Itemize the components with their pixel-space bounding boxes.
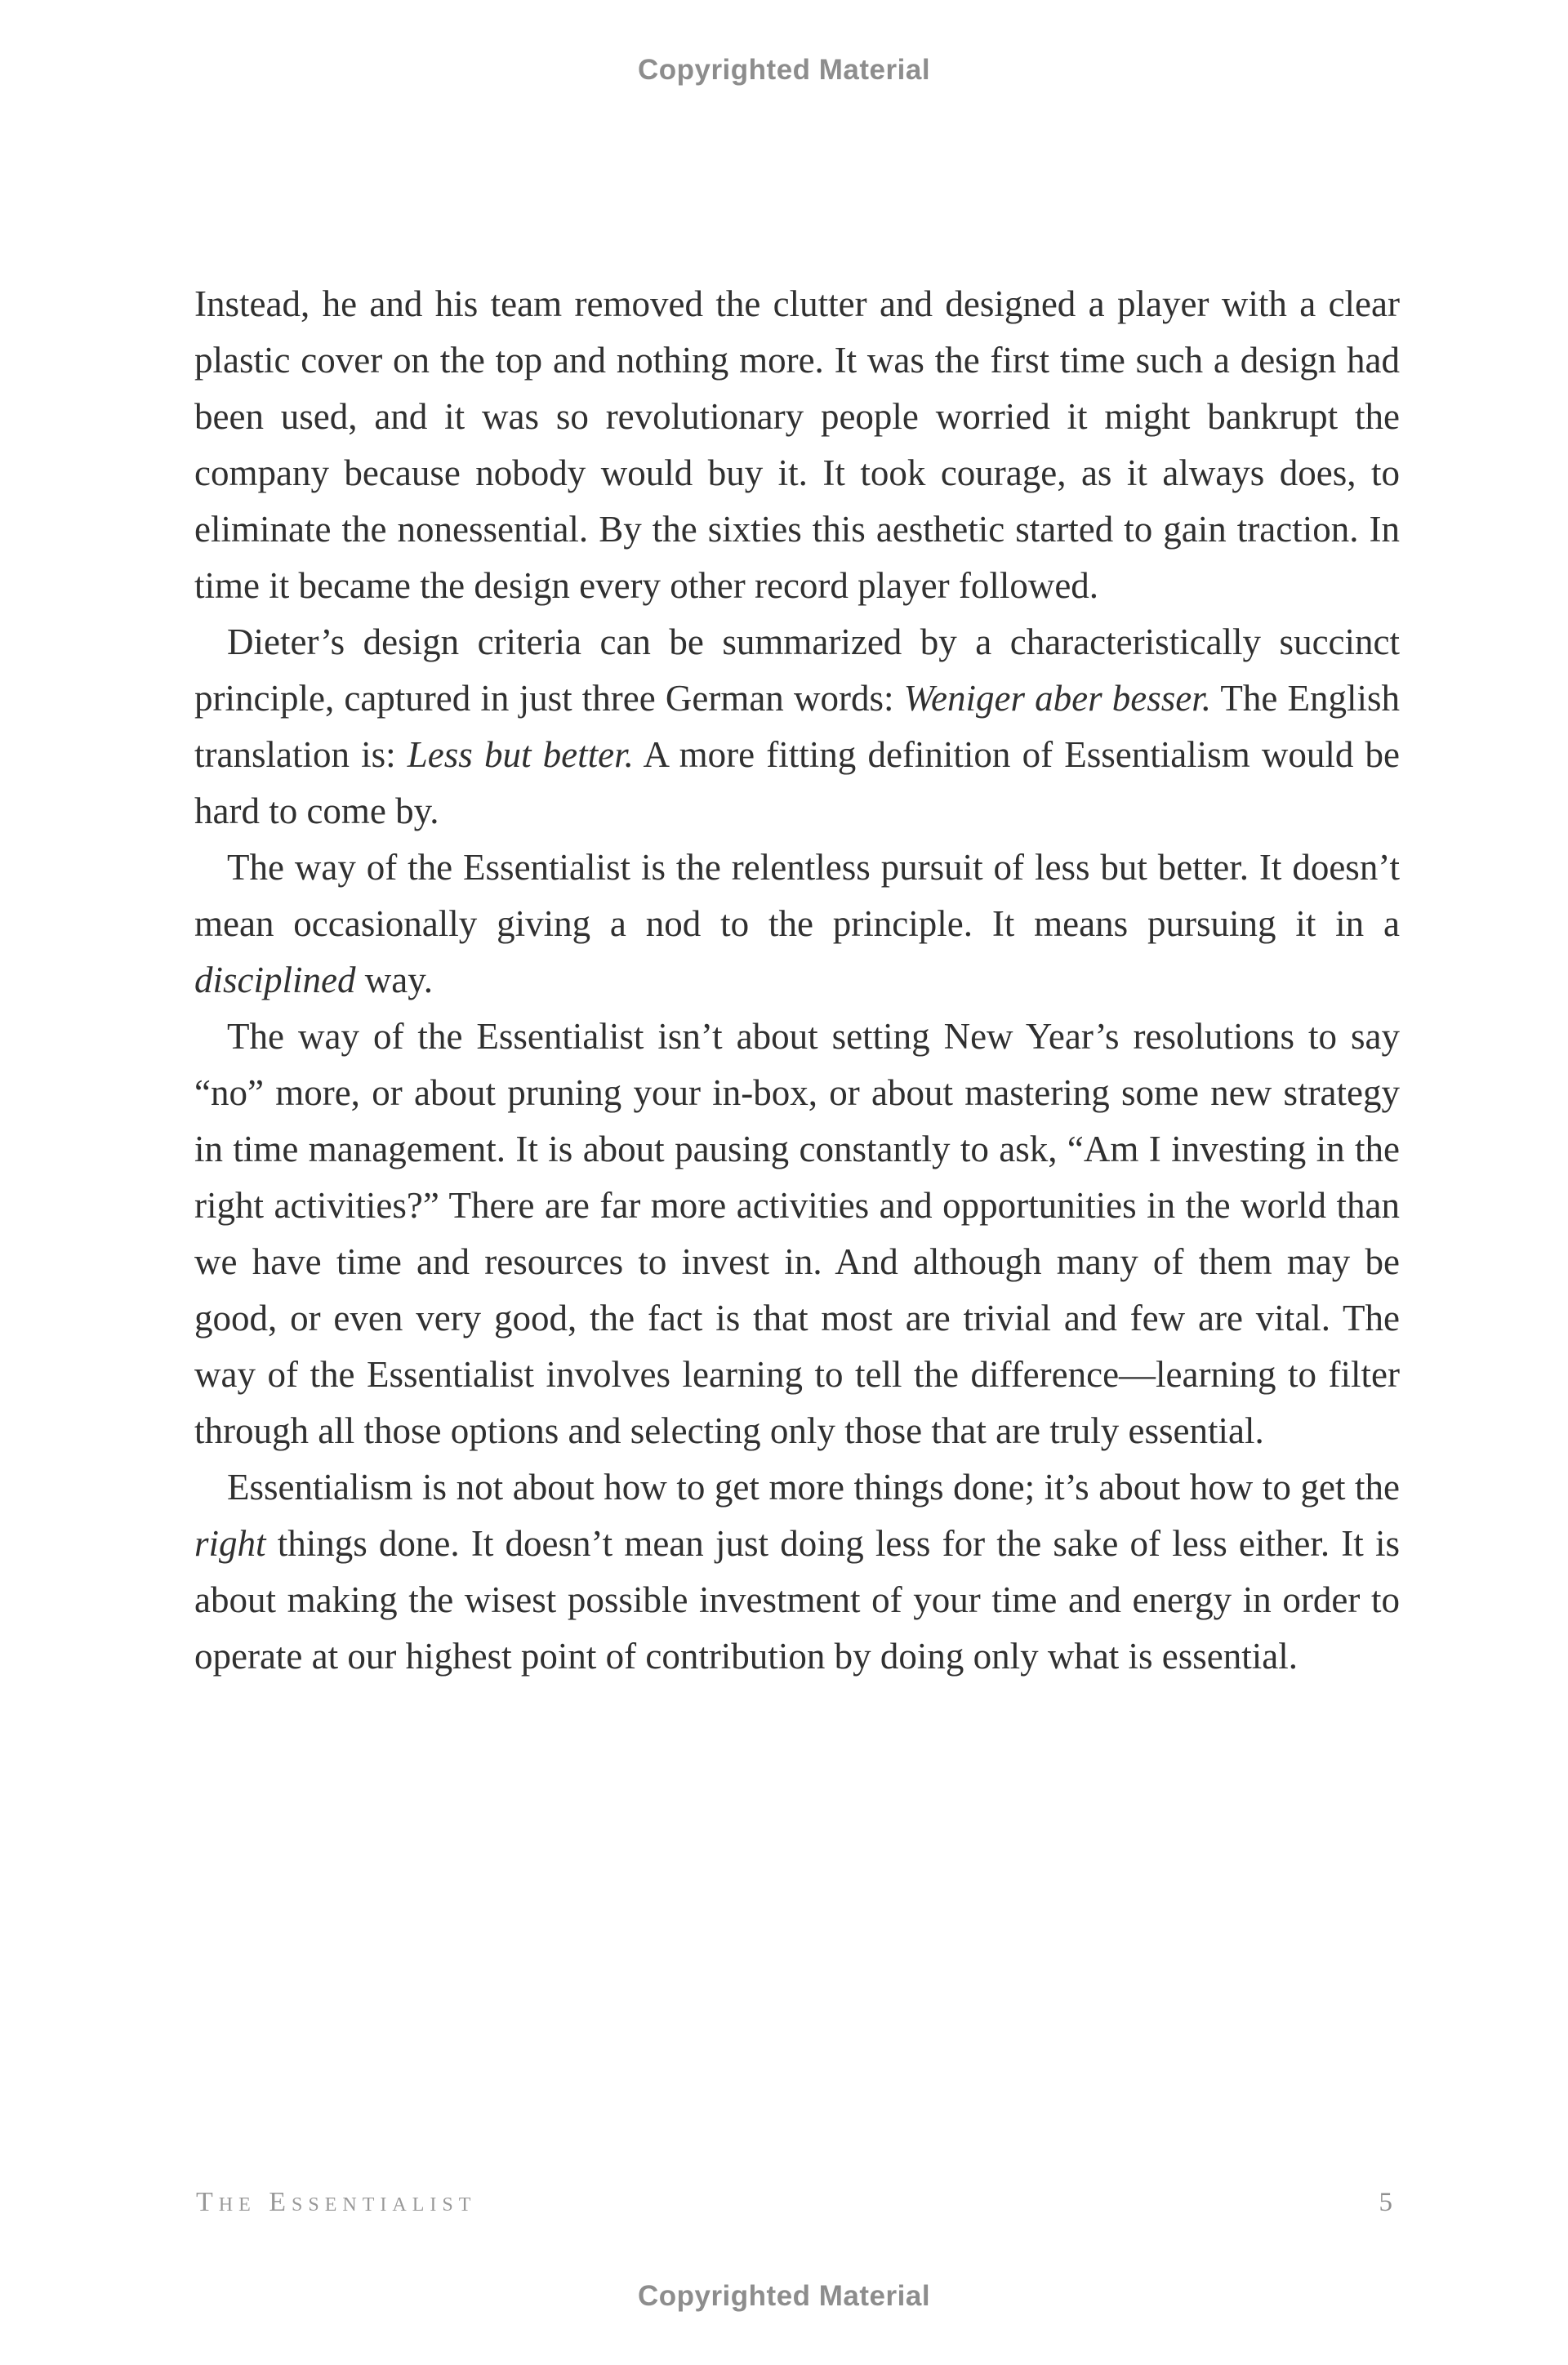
top-copyright-notice: Copyrighted Material bbox=[637, 54, 931, 86]
paragraph-5-italic-word: right bbox=[194, 1523, 266, 1564]
paragraph-3-text: way. bbox=[355, 960, 434, 1000]
page-footer bbox=[196, 2187, 1392, 2218]
paragraph-2-text: The English translation is: bbox=[194, 678, 1401, 775]
paragraph-5-text: things done. It doesn’t mean just doing less for the sake of less either. It is about making the wisest possible investment of your time and energy in order to operate at our highest point of contribution by doing only what is essential. bbox=[194, 1523, 1400, 1677]
page-number: 5 bbox=[1379, 2188, 1392, 2217]
running-head-book-title: The Essentialist bbox=[196, 2187, 477, 2217]
paragraph-2-text: Dieter’s design criteria can be summarized by a characteristically succinct principle, captured in just three German words: bbox=[194, 621, 1400, 719]
paragraph-3 bbox=[194, 840, 1400, 1009]
paragraph-5 bbox=[194, 1459, 1400, 1685]
paragraph-2 bbox=[194, 614, 1400, 840]
paragraph-4-text: The way of the Essentialist isn’t about setting New Year’s resolutions to say “no” more, or about pruning your in-box, or about mastering some new strategy in time management. It is about pausing constantly to ask, “Am I investing in the right activities?” There are far more activities and opportunities in the world than we have time and resources to invest in. And although many of them may be good, or even very good, the fact is that most are trivial and few are vital. The way of the Essentialist involves learning to tell the difference—learning to filter through all those options and selecting only those that are truly essential. bbox=[194, 1016, 1400, 1451]
paragraph-1-text: Instead, he and his team removed the clutter and designed a player with a clear plastic cover on the top and nothing more. It was the first time such a design had been used, and it was so revolutionary people worried it might bankrupt the company because nobody would buy it. It took courage, as it always does, to eliminate the nonessential. By the sixties this aesthetic started to gain traction. In time it became the design every other record player followed. bbox=[194, 283, 1400, 606]
page-body bbox=[194, 276, 1400, 1685]
paragraph-1 bbox=[194, 276, 1400, 614]
paragraph-2-italic-translation: Less but better. bbox=[407, 734, 634, 775]
paragraph-5-text: Essentialism is not about how to get more things done; it’s about how to get the bbox=[227, 1467, 1400, 1508]
paragraph-3-text: The way of the Essentialist is the relentless pursuit of less but better. It doesn’t mean occasionally giving a nod to the principle. It means pursuing it in a bbox=[194, 847, 1400, 944]
paragraph-2-text: A more fitting definition of Essentialism would be hard to come by. bbox=[194, 734, 1400, 831]
bottom-copyright-notice: Copyrighted Material bbox=[637, 2280, 931, 2312]
paragraph-4 bbox=[194, 1009, 1400, 1459]
paragraph-2-italic-german-phrase: Weniger aber besser. bbox=[903, 678, 1212, 719]
paragraph-3-italic-word: disciplined bbox=[194, 960, 356, 1000]
